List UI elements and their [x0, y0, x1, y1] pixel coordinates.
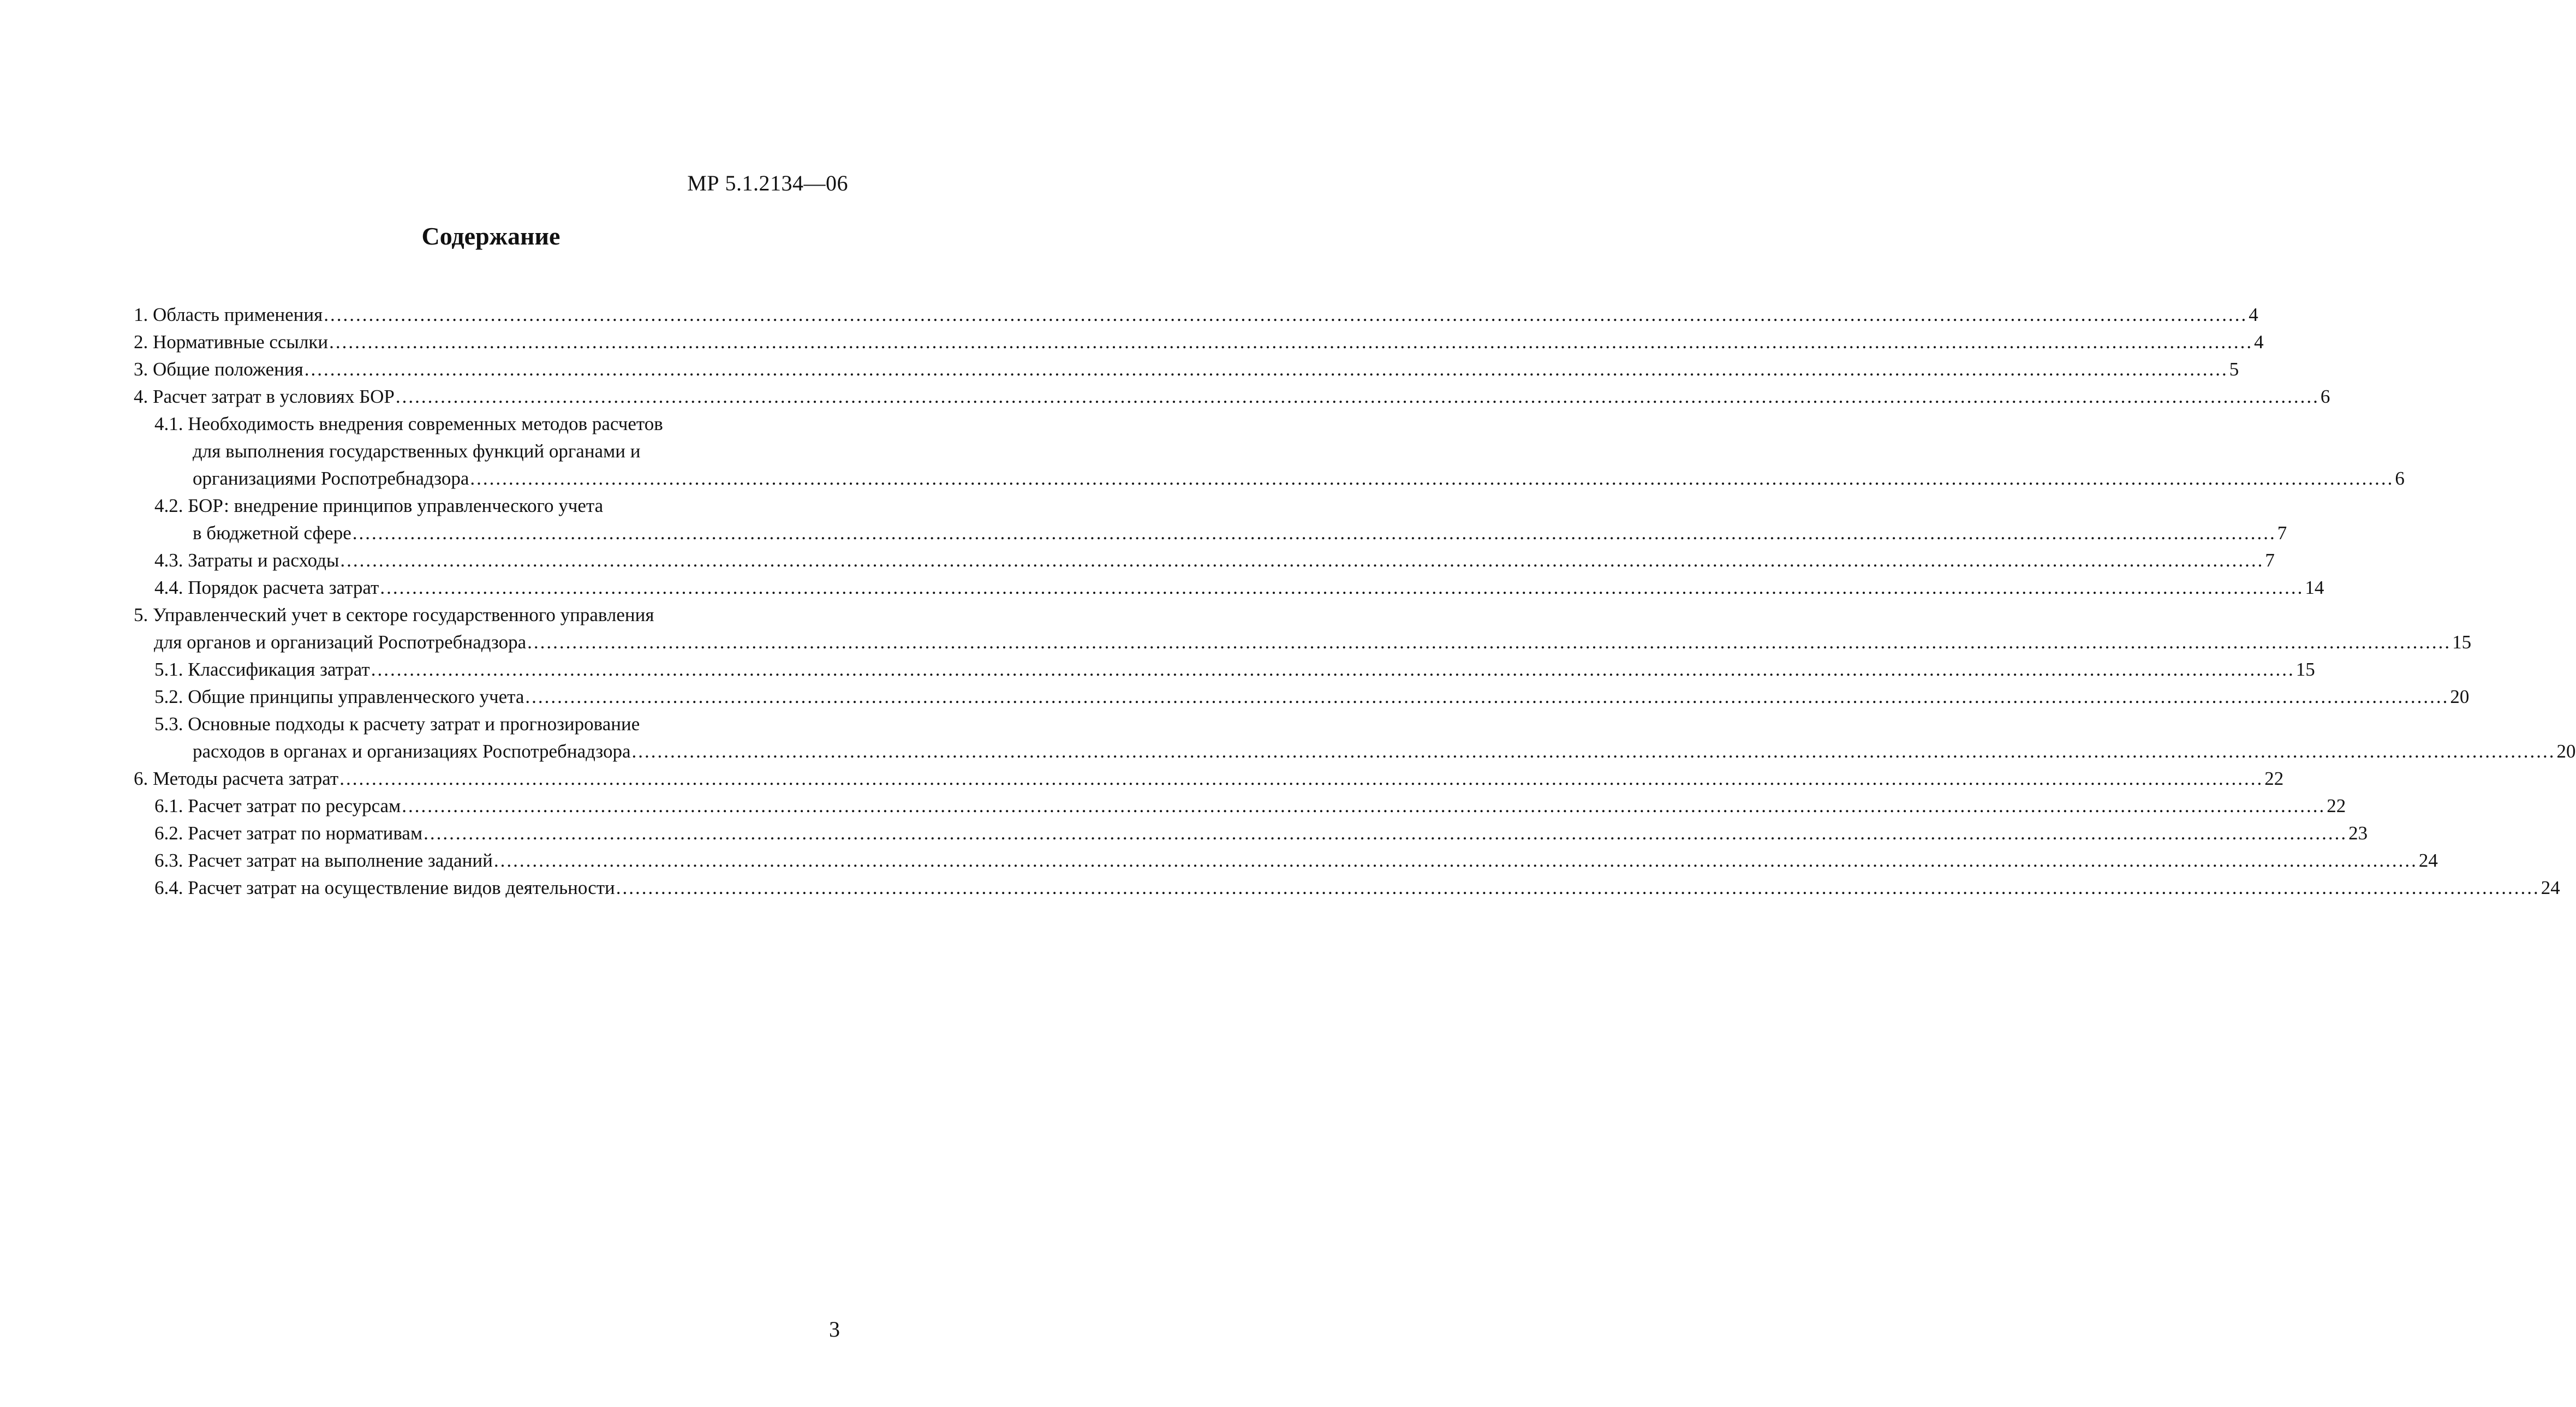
toc-entry-line [154, 683, 2470, 711]
toc-page-number: 22 [2264, 768, 2284, 789]
toc-entry-text: 6.3. Расчет затрат на выполнение заданий [154, 850, 493, 871]
toc-entry-line [134, 356, 2239, 383]
toc-entry [134, 492, 2287, 547]
toc-entry-text-line: 4.2. БОР: внедрение принципов управленческого учета [154, 495, 604, 516]
toc-entry-text-line: 5.3. Основные подходы к расчету затрат и прогнозирование [154, 713, 640, 735]
toc-entry-line [134, 765, 2284, 792]
toc-entry [134, 356, 2239, 383]
toc-page-number: 24 [2418, 850, 2438, 871]
toc-entry-text: 4.3. Затраты и расходы [154, 550, 339, 571]
toc-entry-text: 4. Расчет затрат в условиях БОР [134, 386, 395, 407]
toc-page-number: 6 [2395, 468, 2405, 489]
page-title: Содержание [421, 222, 560, 250]
toc-page-number: 15 [2452, 631, 2472, 653]
toc-entry-text-line: 4.1. Необходимость внедрения современных методов расчетов [154, 413, 663, 434]
toc-entry-text: для органов и организаций Роспотребнадзора [154, 631, 527, 653]
table-of-contents [134, 301, 2576, 902]
toc-entry [134, 847, 2438, 874]
toc-entry [134, 574, 2324, 601]
toc-entry [134, 874, 2560, 902]
toc-page-number: 23 [2348, 822, 2368, 844]
toc-entry [134, 547, 2275, 574]
dot-leader: ............................................................................................................................................................................................................................................................................................................ [525, 686, 2449, 707]
toc-entry-line [154, 547, 2275, 574]
toc-entry [134, 683, 2470, 711]
dot-leader: ............................................................................................................................................................................................................................................................................................................ [340, 550, 2264, 571]
toc-entry [134, 765, 2284, 792]
toc-entry-line [134, 301, 2258, 329]
toc-entry-text-line: 5. Управленческий учет в секторе государственного управления [134, 604, 654, 625]
toc-entry-text-line: для выполнения государственных функций органами и [193, 440, 641, 462]
toc-entry [134, 711, 2576, 765]
toc-entry [134, 383, 2330, 410]
toc-entry-line [154, 820, 2368, 847]
toc-page-number: 4 [2249, 304, 2258, 325]
toc-page-number: 22 [2327, 795, 2346, 816]
dot-leader: ............................................................................................................................................................................................................................................................................................................ [527, 631, 2452, 653]
toc-entry-text: 5.1. Классификация затрат [154, 659, 370, 680]
dot-leader: ............................................................................................................................................................................................................................................................................................................ [371, 659, 2295, 680]
document-code: МР 5.1.2134—06 [687, 171, 848, 195]
toc-entry-text: расходов в органах и организациях Роспотребнадзора [193, 741, 631, 762]
page-number: 3 [829, 1317, 840, 1342]
toc-entry-text: 2. Нормативные ссылки [134, 331, 329, 353]
dot-leader: ............................................................................................................................................................................................................................................................................................................ [470, 468, 2394, 489]
toc-entry-text: 5.2. Общие принципы управленческого учета [154, 686, 524, 707]
toc-entry-text: 6. Методы расчета затрат [134, 768, 339, 789]
toc-page-number: 6 [2320, 386, 2330, 407]
dot-leader: ............................................................................................................................................................................................................................................................................................................ [380, 577, 2304, 598]
toc-entry-line [134, 329, 2264, 356]
dot-leader: ............................................................................................................................................................................................................................................................................................................ [631, 741, 2556, 762]
toc-entry-text: 6.4. Расчет затрат на осуществление видов деятельности [154, 877, 615, 898]
dot-leader: ............................................................................................................................................................................................................................................................................................................ [324, 304, 2248, 325]
toc-page-number: 14 [2305, 577, 2324, 598]
toc-page-number: 15 [2295, 659, 2315, 680]
toc-entry-line [154, 656, 2315, 683]
toc-entry [134, 329, 2264, 356]
toc-entry-line [154, 792, 2346, 820]
toc-page-number: 20 [2556, 741, 2576, 762]
dot-leader: ............................................................................................................................................................................................................................................................................................................ [329, 331, 2253, 353]
dot-leader: ............................................................................................................................................................................................................................................................................................................ [395, 386, 2319, 407]
toc-entry [134, 410, 2405, 492]
toc-entry [134, 792, 2346, 820]
dot-leader: ............................................................................................................................................................................................................................................................................................................ [304, 359, 2228, 380]
toc-entry-line [134, 629, 2472, 656]
dot-leader: ............................................................................................................................................................................................................................................................................................................ [402, 795, 2326, 816]
toc-entry-line [134, 383, 2330, 410]
toc-entry [134, 656, 2315, 683]
toc-page-number: 7 [2265, 550, 2275, 571]
dot-leader: ............................................................................................................................................................................................................................................................................................................ [352, 522, 2276, 544]
toc-page-number: 20 [2450, 686, 2470, 707]
toc-entry-text: 3. Общие положения [134, 359, 303, 380]
toc-entry-text: 6.1. Расчет затрат по ресурсам [154, 795, 401, 816]
toc-entry-line [154, 738, 2576, 765]
toc-entry-line [154, 847, 2438, 874]
toc-page-number: 5 [2229, 359, 2239, 380]
toc-entry-line [154, 520, 2287, 547]
toc-entry-text: 1. Область применения [134, 304, 323, 325]
toc-entry-text: 4.4. Порядок расчета затрат [154, 577, 379, 598]
toc-entry-line [154, 574, 2324, 601]
toc-entry-text: 6.2. Расчет затрат по нормативам [154, 822, 423, 844]
dot-leader: ............................................................................................................................................................................................................................................................................................................ [616, 877, 2540, 898]
toc-page-number: 7 [2277, 522, 2287, 544]
toc-entry-line [154, 874, 2560, 902]
toc-entry-text: организациями Роспотребнадзора [193, 468, 469, 489]
toc-entry [134, 820, 2368, 847]
toc-entry-line [154, 465, 2405, 492]
dot-leader: ............................................................................................................................................................................................................................................................................................................ [339, 768, 2264, 789]
dot-leader: ............................................................................................................................................................................................................................................................................................................ [493, 850, 2418, 871]
toc-page-number: 24 [2541, 877, 2560, 898]
toc-page-number: 4 [2254, 331, 2264, 353]
toc-entry [134, 601, 2472, 656]
toc-entry [134, 301, 2258, 329]
toc-entry-text: в бюджетной сфере [193, 522, 351, 544]
dot-leader: ............................................................................................................................................................................................................................................................................................................ [424, 822, 2348, 844]
